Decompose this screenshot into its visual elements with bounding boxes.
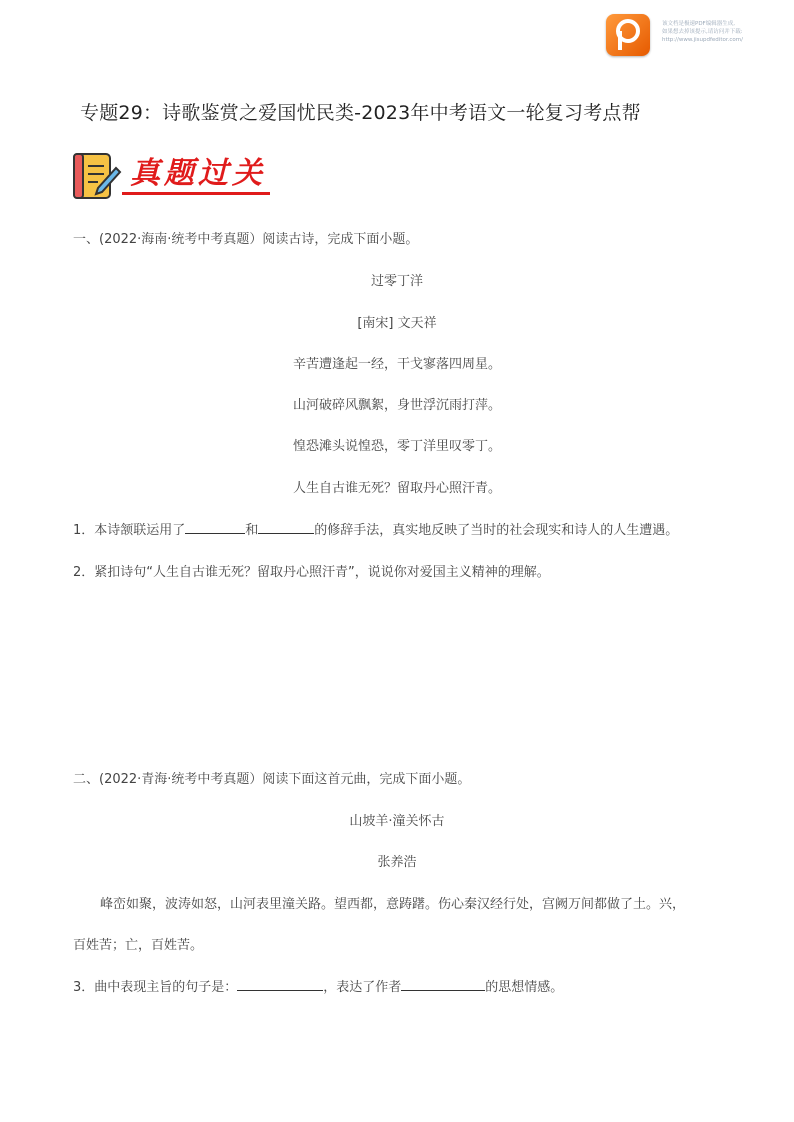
q1-poem-line: 人生自古谁无死？留取丹心照汗青。: [292, 481, 501, 496]
q2-poem-title: 山坡羊·潼关怀古: [349, 814, 445, 829]
banner-underline: [122, 192, 270, 195]
answer-blank[interactable]: [185, 521, 245, 534]
watermark-text: 该文档是极速PDF编辑器生成, 如果想去掉该提示,请访问并下载: http://www.jisupdfeditor.com/: [662, 21, 743, 43]
q2-poem-author: 张养浩: [377, 855, 417, 870]
q2-poem-line: 百姓苦；亡，百姓苦。: [73, 938, 204, 953]
q1-poem-line: 山河破碎风飘絮，身世浮沉雨打萍。: [292, 398, 501, 413]
q2-sub3: 3．曲中表现主旨的句子是： ，表达了作者 的思想情感。: [73, 980, 564, 995]
q1-poem-line: 惶恐滩头说惶恐，零丁洋里叹零丁。: [292, 439, 501, 454]
page-title: 专题29：诗歌鉴赏之爱国忧民类-2023年中考语文一轮复习考点帮: [80, 102, 641, 124]
q1-sub1: 1．本诗颔联运用了 和 的修辞手法，真实地反映了当时的社会现实和诗人的人生遭遇。: [73, 523, 679, 538]
section-banner-title: 真题过关: [130, 156, 266, 191]
q1-sub2: 2．紧扣诗句“人生自古谁无死？留取丹心照汗青”，说说你对爱国主义精神的理解。: [73, 565, 550, 580]
q1-poem-line: 辛苦遭逢起一经，干戈寥落四周星。: [292, 357, 501, 372]
p-logo-icon: [615, 18, 641, 52]
pdf-editor-logo: [606, 14, 650, 56]
q1-intro: 一、(2022·海南·统考中考真题）阅读古诗，完成下面小题。: [73, 232, 419, 247]
notebook-pencil-icon: [70, 150, 122, 202]
q2-intro: 二、(2022·青海·统考中考真题）阅读下面这首元曲，完成下面小题。: [73, 772, 471, 787]
q1-poem-author: [南宋] 文天祥: [357, 316, 437, 331]
answer-blank[interactable]: [237, 978, 323, 991]
q1-poem-title: 过零丁洋: [370, 274, 423, 289]
q2-poem-line: 峰峦如聚，波涛如怒，山河表里潼关路。望西都，意踌躇。伤心秦汉经行处，宫阙万间都做了土。兴，: [100, 897, 686, 912]
answer-blank[interactable]: [258, 521, 314, 534]
answer-blank[interactable]: [401, 978, 485, 991]
